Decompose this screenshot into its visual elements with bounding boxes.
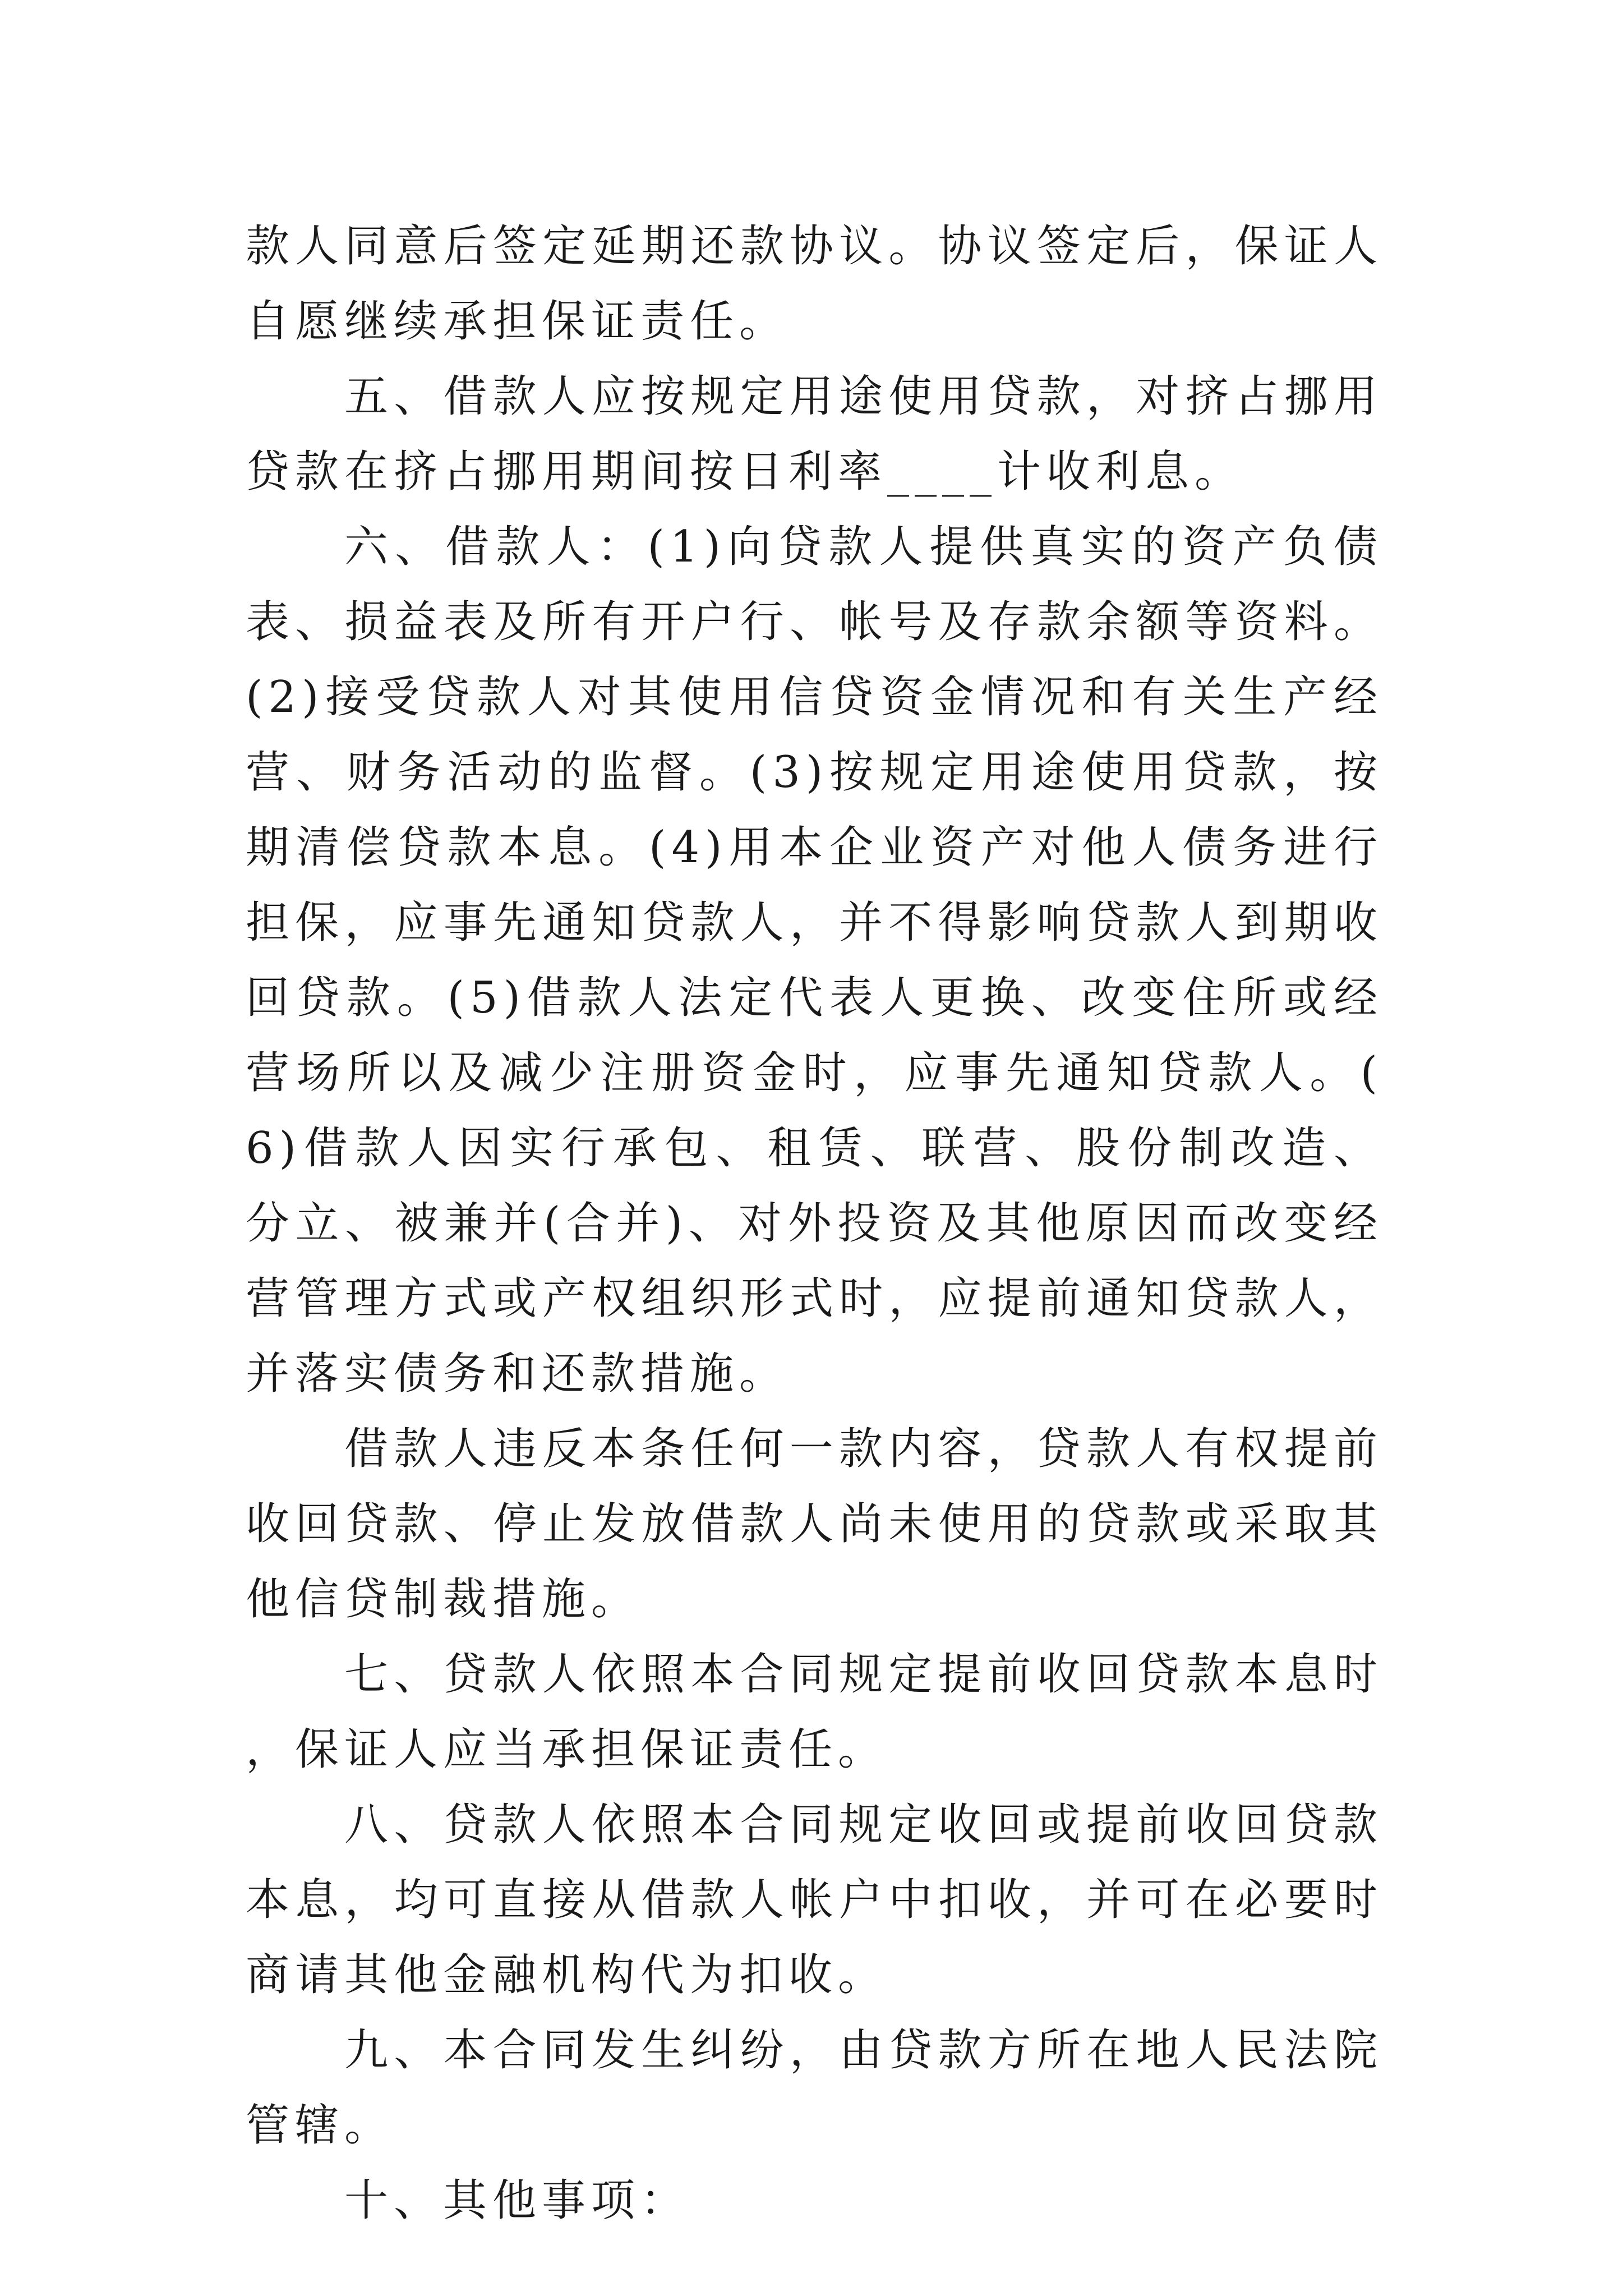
paragraph-clause-7: 七、贷款人依照本合同规定提前收回贷款本息时，保证人应当承担保证责任。 xyxy=(246,1649,1383,1775)
document-body xyxy=(246,209,1383,2238)
paragraph-clause-6: 六、借款人：(1)向贷款人提供真实的资产负债表、损益表及所有开户行、帐号及存款余额等资料。(2)接受贷款人对其使用信贷资金情况和有关生产经营、财务活动的监督。(3)按规定用途使用贷款，按期清偿贷款本息。(4)用本企业资产对他人债务进行担保，应事先通知贷款人，并不得影响贷款人到期收回贷款。(5)借款人法定代表人更换、改变住所或经营场所以及减少注册资金时，应事先通知贷款人。(6)借款人因实行承包、租赁、联营、股份制改造、分立、被兼并(合并)、对外投资及其他原因而改变经营管理方式或产权组织形式时，应提前通知贷款人，并落实债务和还款措施。 xyxy=(246,522,1383,1399)
paragraph-continuation: 款人同意后签定延期还款协议。协议签定后，保证人自愿继续承担保证责任。 xyxy=(246,221,1383,347)
paragraph-clause-10: 十、其他事项： xyxy=(344,2175,690,2226)
paragraph-clause-6-violation: 借款人违反本条任何一款内容，贷款人有权提前收回贷款、停止发放借款人尚未使用的贷款或采取其他信贷制裁措施。 xyxy=(246,1424,1383,1625)
paragraph-clause-8: 八、贷款人依照本合同规定收回或提前收回贷款本息，均可直接从借款人帐户中扣收，并可在必要时商请其他金融机构代为扣收。 xyxy=(246,1800,1383,2000)
paragraph-clause-5: 五、借款人应按规定用途使用贷款，对挤占挪用贷款在挤占挪用期间按日利率____计收利息。 xyxy=(246,371,1383,497)
paragraph-clause-9: 九、本合同发生纠纷，由贷款方所在地人民法院管辖。 xyxy=(246,2025,1383,2151)
